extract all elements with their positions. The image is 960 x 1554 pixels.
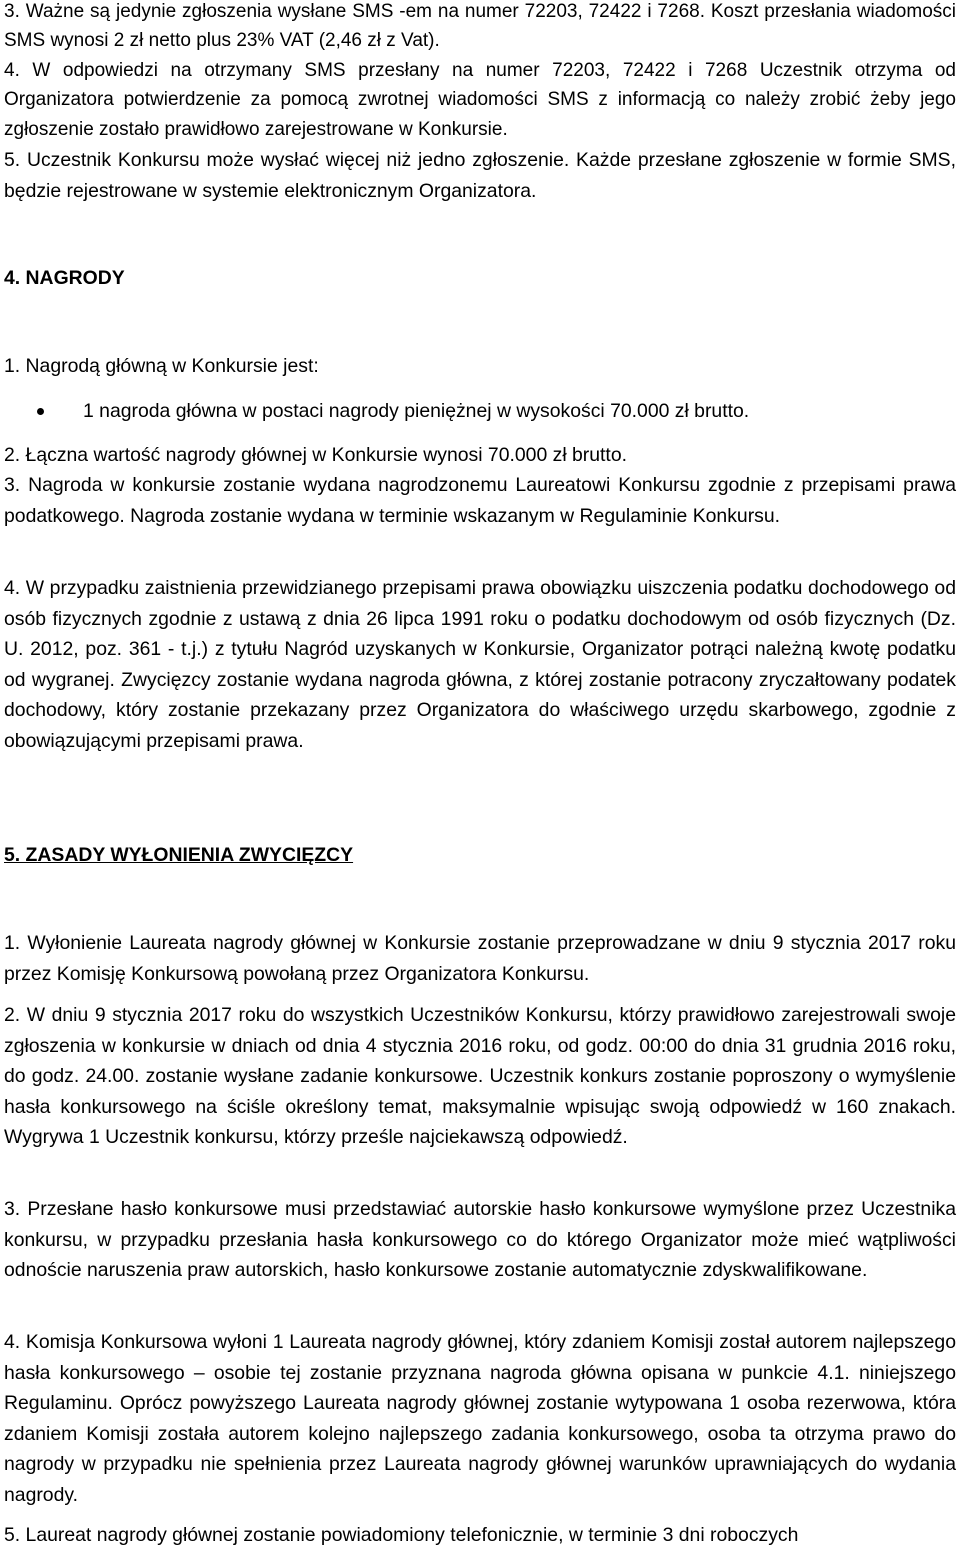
list-item [4,396,956,426]
paragraph-nagrody-4: 4. W przypadku zaistnienia przewidzianego przepisami prawa obowiązku uiszczenia podatku dochodowego od osób fizycznych zgodnie z ustawą z dnia 26 lipca 1991 roku o podatku dochodowym od osób fizycznych (Dz. U. 2012, poz. 361 - t.j.) z tytułu Nagród uzyskanych w Konkursie, Organizator potrąci należną kwotę podatku od wygranej. Zwycięzcy zostanie wydana nagroda główna, z której zostanie potracony zryczałtowany podatek dochodowy, który zostanie przekazany przez Organizatora do właściwego urzędu skarbowego, zgodnie z obowiązującymi przepisami prawa. [4,577,956,752]
bullet-text: 1 nagroda główna w postaci nagrody pieniężnej w wysokości 70.000 zł brutto. [83,400,750,422]
bullet-icon [37,408,44,415]
section-heading-nagrody: 4. NAGRODY [4,267,125,289]
paragraph-nagrody-2: 2. Łączna wartość nagrody głównej w Konkursie wynosi 70.000 zł brutto. [4,444,627,466]
paragraph-zasady-4: 4. Komisja Konkursowa wyłoni 1 Laureata nagrody głównej, który zdaniem Komisji został autorem najlepszego hasła konkursowego – osobie tej zostanie przyznana nagroda główna opisana w punkcie 4.1. niniejszego Regulaminu. Oprócz powyższego Laureata nagrody głównej zostanie wytypowana 1 osoba rezerwowa, która zdaniem Komisji została autorem kolejno najlepszego zadania konkursowego, osoba ta otrzyma prawo do nagrody w przypadku nie spełnienia przez Laureata nagrody głównej warunków uprawniających do wydania nagrody. [4,1331,956,1506]
paragraph-nagrody-3: 3. Nagroda w konkursie zostanie wydana nagrodzonemu Laureatowi Konkursu zgodnie z przepisami prawa podatkowego. Nagroda zostanie wydana w terminie wskazanym w Regulaminie Konkursu. [4,474,956,527]
paragraph-zasady-1: 1. Wyłonienie Laureata nagrody głównej w Konkursie zostanie przeprowadzane w dniu 9 stycznia 2017 roku przez Komisję Konkursową powołaną przez Organizatora Konkursu. [4,932,956,985]
section-heading-zasady: 5. ZASADY WYŁONIENIA ZWYCIĘZCY [4,844,354,866]
paragraph-sms-numbers: 3. Ważne są jedynie zgłoszenia wysłane SMS -em na numer 72203, 72422 i 7268. Koszt przesłania wiadomości SMS wynosi 2 zł netto plus 23% VAT (2,46 zł z Vat). [4,1,956,52]
paragraph-zasady-5: 5. Laureat nagrody głównej zostanie powiadomiony telefonicznie, w terminie 3 dni roboczych [4,1524,799,1546]
paragraph-sms-reply: 4. W odpowiedzi na otrzymany SMS przesłany na numer 72203, 72422 i 7268 Uczestnik otrzyma od Organizatora potwierdzenie za pomocą zwrotnej wiadomości SMS z informacją co należy zrobić żeby jego zgłoszenie zostało prawidłowo zarejestrowane w Konkursie. [4,60,956,140]
paragraph-zasady-2: 2. W dniu 9 stycznia 2017 roku do wszystkich Uczestników Konkursu, którzy prawidłowo zarejestrowali swoje zgłoszenia w konkursie w dniach od dnia 4 stycznia 2016 roku, od godz. 00:00 do dnia 31 grudnia 2016 roku, do godz. 24.00. zostanie wysłane zadanie konkursowe. Uczestnik konkurs zostanie poproszony o wymyślenie hasła konkursowego na ściśle określony temat, maksymalnie wpisując swoją odpowiedź w 160 znakach. Wygrywa 1 Uczestnik konkursu, którzy prześle najciekawszą odpowiedź. [4,1004,956,1148]
paragraph-multiple-entries: 5. Uczestnik Konkursu może wysłać więcej niż jedno zgłoszenie. Każde przesłane zgłoszenie w formie SMS, będzie rejestrowane w systemie elektronicznym Organizatora. [4,149,956,202]
paragraph-nagrody-1: 1. Nagrodą główną w Konkursie jest: [4,355,319,377]
paragraph-zasady-3: 3. Przesłane hasło konkursowe musi przedstawiać autorskie hasło konkursowe wymyślone przez Uczestnika konkursu, w przypadku przesłania hasła konkursowego co do którego Organizator może mieć wątpliwości odnoście naruszenia praw autorskich, hasło konkursowe zostanie automatycznie zdyskwalifikowane. [4,1198,956,1281]
